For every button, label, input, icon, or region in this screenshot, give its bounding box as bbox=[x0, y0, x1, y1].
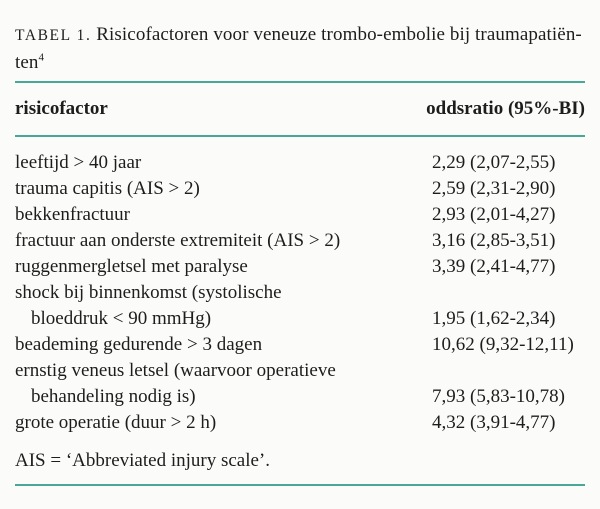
risk-factor-cell: grote operatie (duur > 2 h) bbox=[15, 412, 217, 433]
odds-ratio-cell: 3,16 (2,85-3,51) bbox=[432, 230, 556, 251]
risk-factor-line1: shock bij binnenkomst (systolische bbox=[15, 282, 282, 303]
reference-superscript: 4 bbox=[38, 51, 45, 64]
table-number-label: TABEL 1. bbox=[15, 27, 92, 44]
table-caption-line1: Risicofactoren voor veneuze trombo-embolie bij traumapatiën- bbox=[96, 24, 582, 45]
table-row bbox=[15, 202, 585, 228]
risk-factor-cell: fractuur aan onderste extremiteit (AIS > 2) bbox=[15, 230, 341, 251]
odds-ratio-cell: 10,62 (9,32-12,11) bbox=[432, 334, 574, 355]
odds-ratio-cell: 3,39 (2,41-4,77) bbox=[432, 256, 556, 277]
table-row bbox=[15, 176, 585, 202]
risk-factor-cell: trauma capitis (AIS > 2) bbox=[15, 178, 200, 199]
table-header-row bbox=[15, 95, 585, 122]
column-header-risicofactor: risicofactor bbox=[15, 98, 108, 119]
table-caption bbox=[15, 21, 585, 76]
column-header-oddsratio: oddsratio (95%-BI) bbox=[426, 98, 585, 119]
risk-factor-cell: bekkenfractuur bbox=[15, 204, 130, 225]
table-row bbox=[15, 410, 585, 436]
table-footnote: AIS = ‘Abbreviated injury scale’. bbox=[15, 450, 270, 471]
table-row bbox=[15, 254, 585, 280]
risk-factor-cell: beademing gedurende > 3 dagen bbox=[15, 334, 263, 355]
odds-ratio-cell: 2,93 (2,01-4,27) bbox=[432, 204, 556, 225]
table-row bbox=[15, 150, 585, 176]
odds-ratio-cell: 2,59 (2,31-2,90) bbox=[432, 178, 556, 199]
odds-ratio-cell: 7,93 (5,83-10,78) bbox=[432, 386, 565, 407]
table-caption-line2: ten bbox=[15, 52, 39, 73]
risk-factor-cell bbox=[15, 358, 432, 410]
bottom-divider-rule bbox=[15, 484, 585, 486]
risk-factor-line2: behandeling nodig is) bbox=[31, 386, 196, 407]
odds-ratio-cell: 4,32 (3,91-4,77) bbox=[432, 412, 556, 433]
table-row bbox=[15, 332, 585, 358]
risk-factor-line1: ernstig veneus letsel (waarvoor operatieve bbox=[15, 360, 336, 381]
top-divider-rule bbox=[15, 81, 585, 83]
odds-ratio-cell: 2,29 (2,07-2,55) bbox=[432, 152, 556, 173]
risk-factor-cell: leeftijd > 40 jaar bbox=[15, 152, 142, 173]
risk-factor-line2: bloeddruk < 90 mmHg) bbox=[31, 308, 212, 329]
table-row bbox=[15, 280, 585, 332]
header-divider-rule bbox=[15, 135, 585, 137]
table-row bbox=[15, 228, 585, 254]
risk-factor-cell bbox=[15, 280, 432, 332]
table-row bbox=[15, 358, 585, 410]
table-body bbox=[15, 150, 585, 436]
odds-ratio-cell: 1,95 (1,62-2,34) bbox=[432, 308, 556, 329]
risk-factor-cell: ruggenmergletsel met paralyse bbox=[15, 256, 248, 277]
